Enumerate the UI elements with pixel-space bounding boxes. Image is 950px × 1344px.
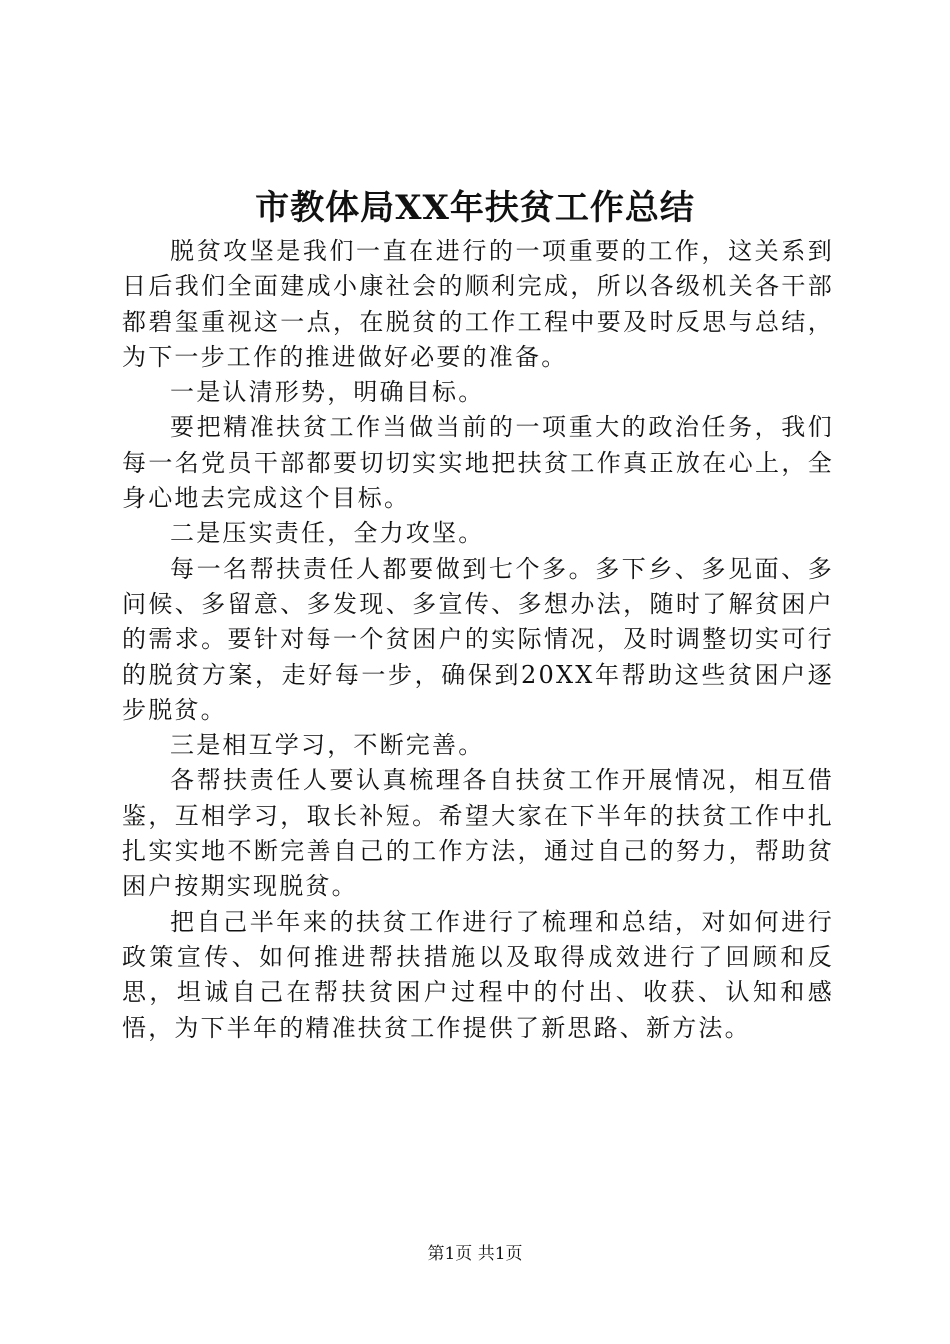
section-heading-1: 一是认清形势，明确目标。 (170, 378, 485, 407)
document-body (122, 234, 834, 1046)
paragraph-section-1: 要把精准扶贫工作当做当前的一项重大的政治任务，我们每一名党员干部都要切切实实地把扶贫工作真正放在心上，全身心地去完成这个目标。 (122, 413, 834, 513)
paragraph-conclusion: 把自己半年来的扶贫工作进行了梳理和总结，对如何进行政策宣传、如何推进帮扶措施以及取得成效进行了回顾和反思，坦诚自己在帮扶贫困户过程中的付出、收获、认知和感悟，为下半年的精准扶贫工作提供了新思路、新方法。 (122, 907, 834, 1042)
paragraph-section-3: 各帮扶责任人要认真梳理各自扶贫工作开展情况，相互借鉴，互相学习，取长补短。希望大家在下半年的扶贫工作中扎扎实实地不断完善自己的工作方法，通过自己的努力，帮助贫困户按期实现脱贫。 (122, 766, 834, 901)
page-number-footer: 第1页 共1页 (427, 1244, 523, 1264)
section-heading-2: 二是压实责任，全力攻坚。 (170, 519, 485, 548)
section-heading-3: 三是相互学习，不断完善。 (170, 731, 485, 760)
paragraph-section-2: 每一名帮扶责任人都要做到七个多。多下乡、多见面、多问候、多留意、多发现、多宣传、多想办法，随时了解贫困户的需求。要针对每一个贫困户的实际情况，及时调整切实可行的脱贫方案，走好每一步，确保到20XX年帮助这些贫困户逐步脱贫。 (122, 554, 834, 724)
document-title: 市教体局XX年扶贫工作总结 (255, 188, 695, 228)
paragraph-intro: 脱贫攻坚是我们一直在进行的一项重要的工作，这关系到日后我们全面建成小康社会的顺利完成，所以各级机关各干部都碧玺重视这一点，在脱贫的工作工程中要及时反思与总结，为下一步工作的推进做好必要的准备。 (122, 237, 834, 371)
